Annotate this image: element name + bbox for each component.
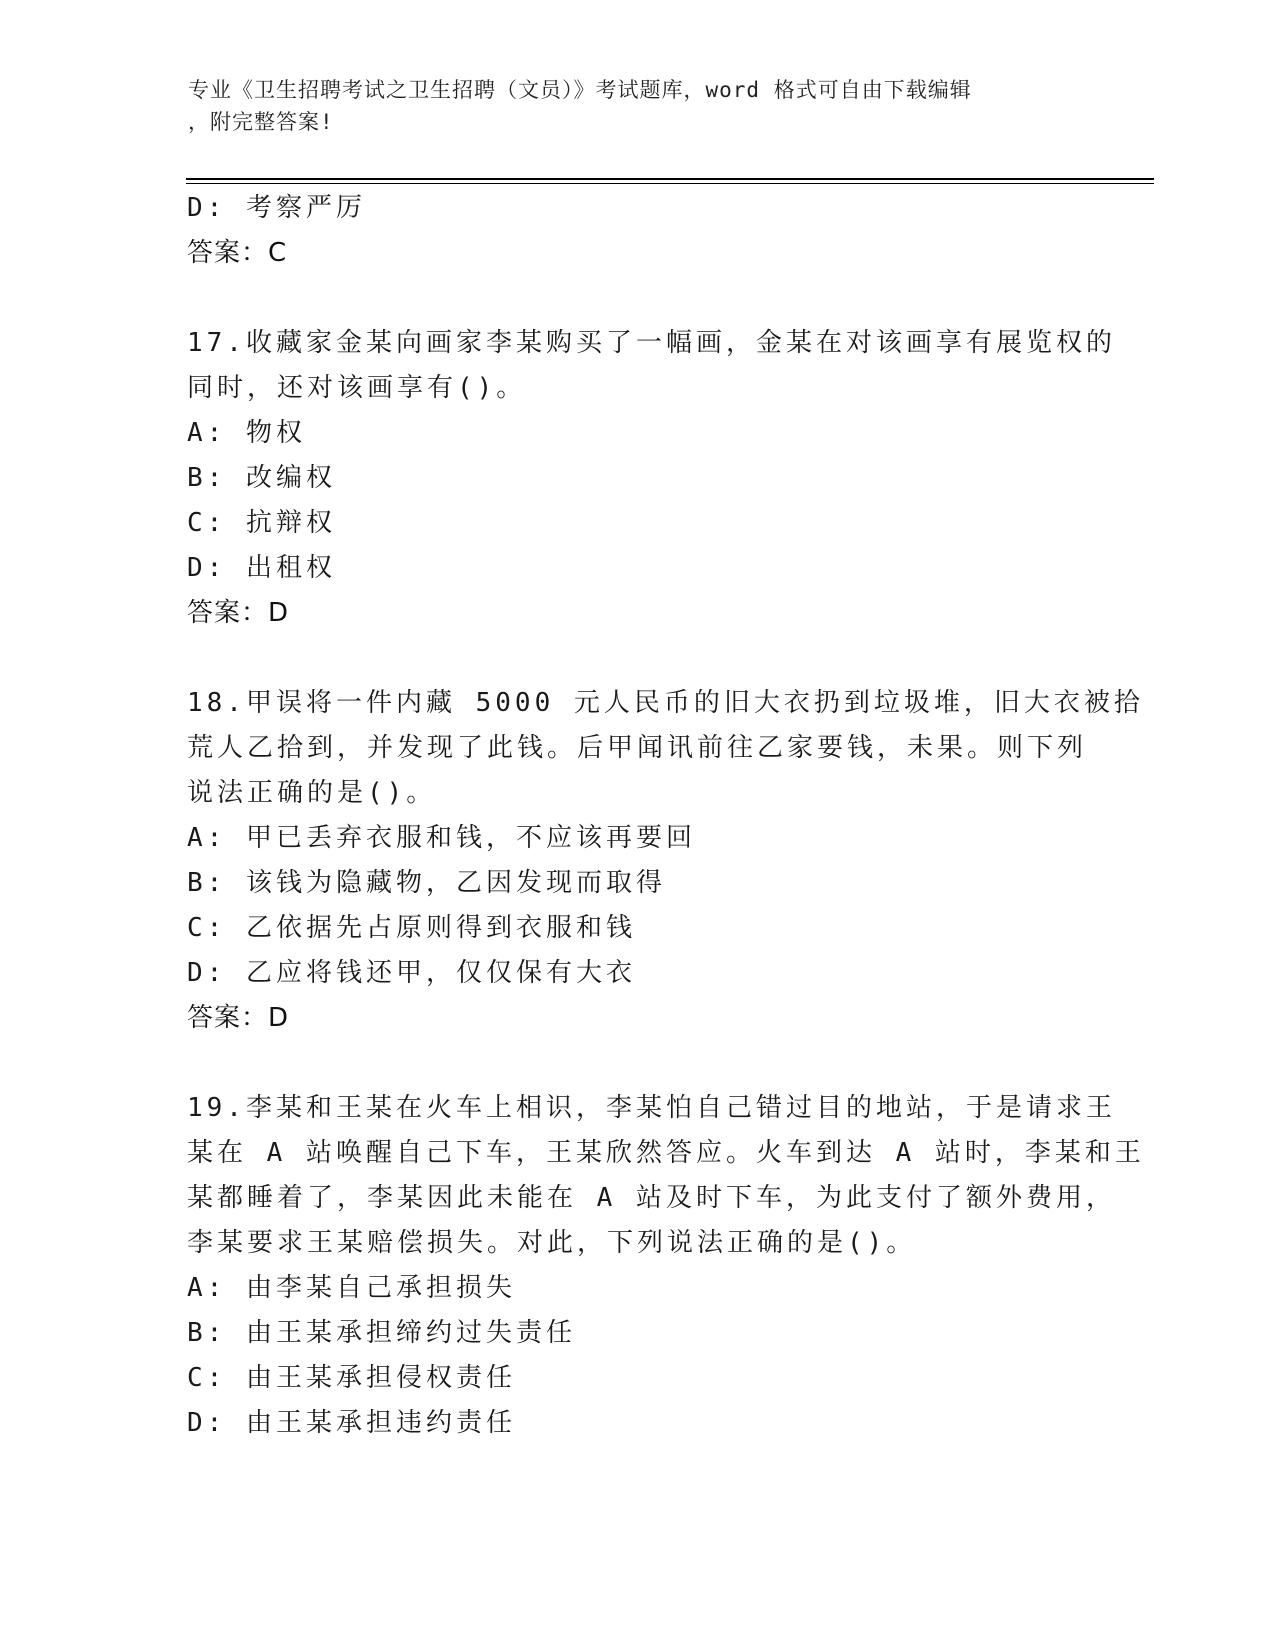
option-c: C: 抗辩权 <box>187 508 336 538</box>
header-line-2: ，附完整答案! <box>188 110 334 134</box>
question-content <box>187 186 1145 1446</box>
question-text-line: 荒人乙拾到，并发现了此钱。后甲闻讯前往乙家要钱，未果。则下列 <box>187 733 1088 763</box>
header-rule-thin <box>186 183 1154 184</box>
option-a: A: 由李某自己承担损失 <box>187 1273 516 1303</box>
option-c: C: 由王某承担侵权责任 <box>187 1363 516 1393</box>
option-d: D: 出租权 <box>187 553 336 583</box>
question-text-line: 说法正确的是()。 <box>187 778 437 808</box>
option-d: D: 由王某承担违约责任 <box>187 1408 516 1438</box>
answer: 答案：D <box>187 1003 290 1033</box>
answer: 答案：D <box>187 598 290 628</box>
header-rule-thick <box>186 178 1154 180</box>
option-b: B: 该钱为隐藏物，乙因发现而取得 <box>187 868 666 898</box>
prev-answer: 答案：C <box>187 238 288 268</box>
option-b: B: 改编权 <box>187 463 336 493</box>
question-text-line: 李某要求王某赔偿损失。对此，下列说法正确的是()。 <box>187 1228 917 1258</box>
question-text-line: 17.收藏家金某向画家李某购买了一幅画，金某在对该画享有展览权的 <box>187 328 1116 358</box>
option-b: B: 由王某承担缔约过失责任 <box>187 1318 576 1348</box>
prev-option-d: D: 考察严厉 <box>187 193 366 223</box>
question-19 <box>187 1086 1145 1446</box>
question-text-line: 18.甲误将一件内藏 5000 元人民币的旧大衣扔到垃圾堆，旧大衣被拾 <box>187 688 1144 718</box>
question-text-line: 某都睡着了，李某因此未能在 A 站及时下车，为此支付了额外费用， <box>187 1183 1116 1213</box>
option-a: A: 物权 <box>187 418 306 448</box>
question-text-line: 某在 A 站唤醒自己下车，王某欣然答应。火车到达 A 站时，李某和王 <box>187 1138 1145 1168</box>
question-text-line: 同时，还对该画享有()。 <box>187 373 527 403</box>
option-d: D: 乙应将钱还甲，仅仅保有大衣 <box>187 958 636 988</box>
header-line-1: 专业《卫生招聘考试之卫生招聘（文员）》考试题库，word 格式可自由下载编辑 <box>188 78 972 102</box>
question-text-line: 19.李某和王某在火车上相识，李某怕自己错过目的地站，于是请求王 <box>187 1093 1116 1123</box>
spacer <box>187 276 1087 321</box>
spacer <box>187 1041 1087 1086</box>
question-18 <box>187 681 1144 1041</box>
spacer <box>187 636 1087 681</box>
option-a: A: 甲已丢弃衣服和钱，不应该再要回 <box>187 823 696 853</box>
document-header <box>188 74 1068 138</box>
question-17 <box>187 321 1116 636</box>
option-c: C: 乙依据先占原则得到衣服和钱 <box>187 913 636 943</box>
